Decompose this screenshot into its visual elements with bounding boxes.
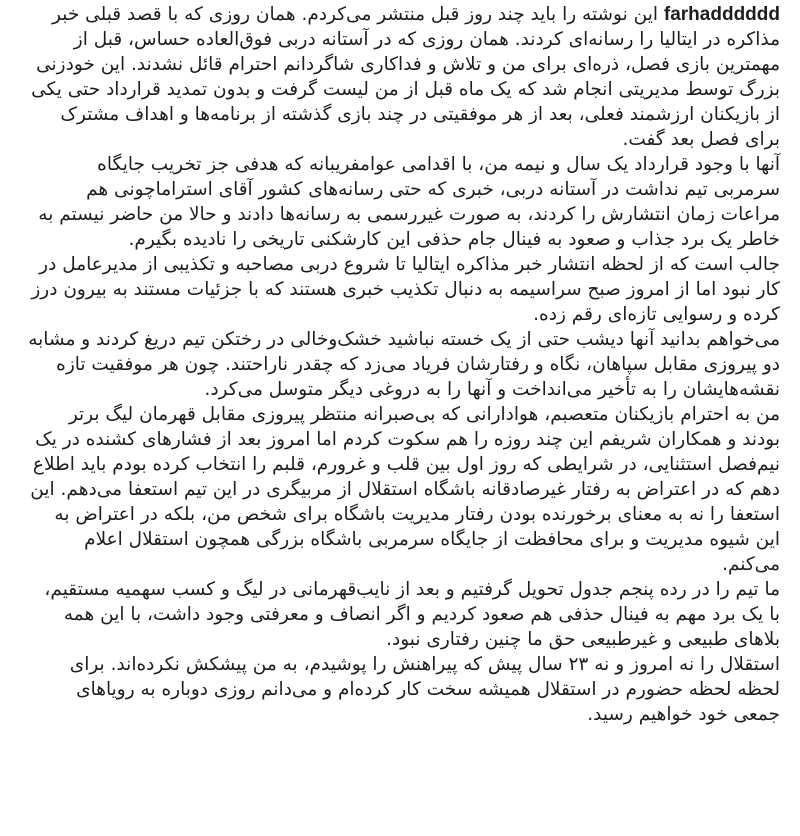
post-paragraph-7: استقلال را نه امروز و نه ۲۳ سال پیش که پیراهنش را پوشیدم، به من پیشکش نکرده‌اند. برای لحظه لحظه حضورم در استقلال همیشه سخت کار کرده‌ام و می‌دانم روزی دوباره به رویاهای جمعی خود خواهیم رسید.	[69, 654, 780, 725]
post-paragraph-1	[28, 2, 780, 152]
paragraph-text: این نوشته را باید چند روز قبل منتشر می‌کردم. همان روزی که با قصد قبلی خبر مذاکره در ایتالیا را رسانه‌ای کردند. همان روزی که در آستانه دربی فوق‌العاده حساس، قبل از مهمترین بازی فصل، ذره‌ای برای من و تلاش و فداکاری شاگردانم احترام قائل نشدند. این خودزنی بزرگ توسط مدیریتی انجام شد که یک ماه قبل از من لیست گرفت و بدون تمدید قرارداد حتی یکی از بازیکنان ارزشمند فعلی، بعد از هر موفقیتی در چند بازی گذشته از برنامه‌ها و اهداف مشترک برای فصل بعد گفت.	[31, 4, 780, 150]
post-paragraph-2: آنها با وجود قرارداد یک سال و نیمه من، با اقدامی عوامفریبانه که هدفی جز تخریب جایگاه سرمربی تیم نداشت در آستانه دربی، خبری که حتی رسانه‌های کشور آقای استراماچونی هم مراعات زمان انتشارش را کردند، به صورت غیررسمی به رسانه‌ها دادند و حالا من حاضر نیستم به خاطر یک برد جذاب و صعود به فینال جام حذفی این کارشکنی تاریخی را نادیده بگیرم.	[38, 154, 780, 250]
post-paragraph-6: ما تیم را در رده پنجم جدول تحویل گرفتیم و بعد از نایب‌قهرمانی در لیگ و کسب سهمیه مستقیم، با یک برد مهم به فینال حذفی هم صعود کردیم و اگر انصاف و معرفتی وجود داشت، با این همه بلاهای طبیعی و غیرطبیعی حق ما چنین رفتاری نبود.	[44, 579, 780, 650]
post-paragraph-5: من به احترام بازیکنان متعصبم، هوادارانی که بی‌صبرانه منتظر پیروزی مقابل قهرمان لیگ برتر بودند و همکاران شریفم این چند روزه را هم سکوت کردم اما امروز بعد از فشارهای کشنده در یک نیم‌فصل استثنایی، در شرایطی که روز اول بین قلب و غرورم، قلبم را انتخاب کرده بودم باید اطلاع دهم که در اعتراض به رفتار غیرصادقانه باشگاه استقلال از مربیگری در این تیم استعفا می‌دهم. این استعفا را نه به معنای برخورنده بودن رفتار مدیریت باشگاه برای شخص من، بلکه در اعتراض به این شیوه مدیریت و برای محافظت از جایگاه سرمربی باشگاه بزرگی همچون استقلال اعلام می‌کنم.	[30, 404, 780, 575]
post-paragraph-4: می‌خواهم بدانید آنها دیشب حتی از یک خسته نباشید خشک‌وخالی در رختکن تیم دریغ کردند و مشابه دو پیروزی مقابل سپاهان، نگاه و رفتارشان فریاد می‌زد که چقدر ناراحتند. چون هر موفقیت تازه نقشه‌هایشان را به تأخیر می‌انداخت و آنها را به دروغی دیگر متوسل می‌کرد.	[28, 329, 780, 400]
post-author-name[interactable]: farhadddddd	[663, 4, 780, 25]
post-paragraph-3: جالب است که از لحظه انتشار خبر مذاکره ایتالیا تا شروع دربی مصاحبه و تکذیبی از مدیرعامل در کار نبود اما از امروز صبح سراسیمه به دنبال تکذیب خبری هستند که با جزئیات مستند به بیرون درز کرده و رسوایی تازه‌ای رقم زده.	[31, 254, 780, 325]
post-body	[28, 2, 780, 727]
